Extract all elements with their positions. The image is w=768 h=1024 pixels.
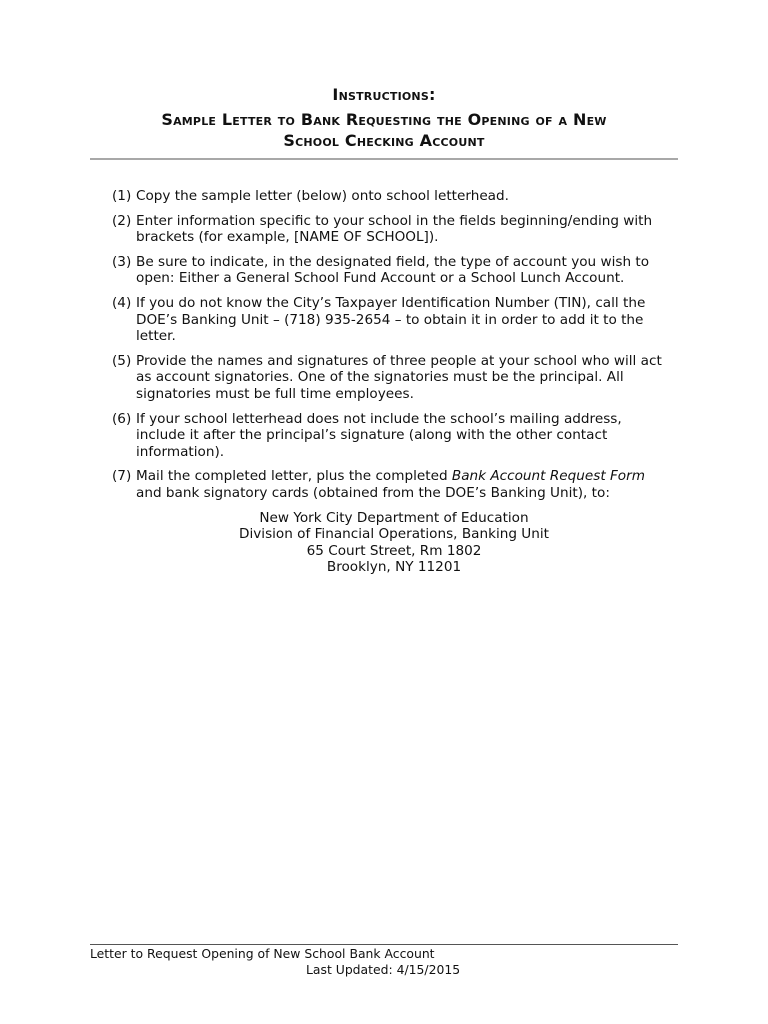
step-text: If your school letterhead does not include the school’s mailing address, include it after the principal’s signature (along with the other contact information). [136,410,622,460]
instructions-heading: Instructions: [332,85,436,104]
step-text: If you do not know the City’s Taxpayer Identification Number (TIN), call the DOE’s Banking Unit – (718) 935-2654 – to obtain it in order to add it to the letter. [136,294,646,345]
step-text [136,468,672,501]
step-number: (2) [112,212,132,229]
address-line-organization: New York City Department of Education [259,509,529,526]
instruction-step-5 [112,353,672,403]
step-text: Enter information specific to your school in the fields beginning/ending with brackets (for example, [NAME OF SCHOOL]). [136,212,653,246]
instruction-step-1 [112,188,672,205]
step-number: (3) [112,253,132,270]
step-text: Copy the sample letter (below) onto school letterhead. [136,188,509,204]
step-text: Provide the names and signatures of three people at your school who will act as account signatories. One of the signatories must be the principal. All signatories must be full time employees. [136,352,662,402]
instruction-step-2 [112,213,672,246]
document-title-line1: Sample Letter to Bank Requesting the Opening of a New [161,110,607,129]
instruction-step-7 [112,468,672,576]
mailing-address [112,510,676,576]
step-number: (4) [112,294,132,311]
address-line-city: Brooklyn, NY 11201 [326,559,462,576]
instruction-step-4 [112,295,672,345]
instruction-step-6 [112,411,672,461]
document-title-line2: School Checking Account [283,131,485,150]
address-line-street: 65 Court Street, Rm 1802 [306,542,482,559]
footer-document-name: Letter to Request Opening of New School Bank Account [90,946,435,961]
step-number: (6) [112,410,132,427]
instruction-step-3 [112,254,672,287]
step-text: Be sure to indicate, in the designated field, the type of account you wish to open: Either a General School Fund Account or a School Lunch Account. [136,253,650,287]
step-number: (5) [112,352,132,369]
step-text-part: Mail the completed letter, plus the completed [136,468,452,485]
step-number: (1) [112,188,132,204]
form-name: Bank Account Request Form [451,468,645,485]
footer-last-updated: Last Updated: 4/15/2015 [306,962,461,977]
step-number: (7) [112,468,132,485]
footer-divider [90,944,678,945]
address-line-division: Division of Financial Operations, Banking Unit [239,526,549,543]
step-text-part: and bank signatory cards (obtained from the DOE’s Banking Unit), to: [136,484,610,501]
title-divider [90,158,678,160]
instruction-list [112,188,672,584]
